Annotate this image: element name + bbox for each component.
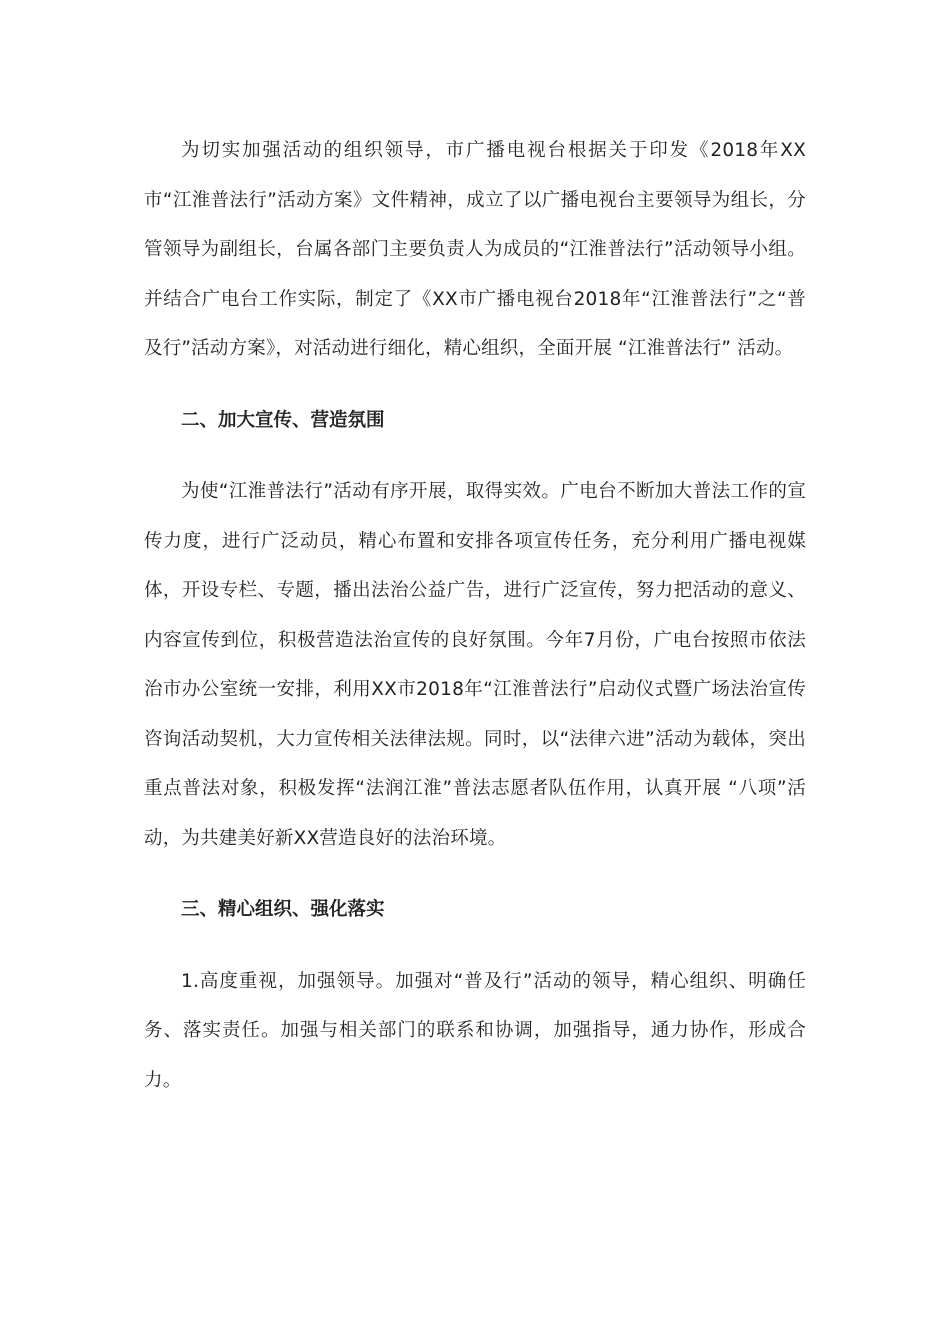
paragraph-gap bbox=[144, 863, 806, 885]
paragraph-gap bbox=[144, 374, 806, 396]
section-heading-publicity: 二、加大宣传、营造氛围 bbox=[181, 409, 385, 431]
paragraph-leadership: 为切实加强活动的组织领导，市广播电视台根据关于印发《2018年XX市“江淮普法行”活动方案》文件精神，成立了以广播电视台主要领导为组长，分管领导为副组长，台属各部门主要负责人为成员的“江淮普法行”活动领导小组。并结合广电台工作实际，制定了《XX市广播电视台2018年“江淮普法行”之“普及行”活动方案》，对活动进行细化，精心组织，全面开展 “江淮普法行” 活动。 bbox=[144, 140, 806, 359]
paragraph-publicity: 为使“江淮普法行”活动有序开展，取得实效。广电台不断加大普法工作的宣传力度，进行广泛动员，精心布置和安排各项宣传任务，充分利用广播电视媒体，开设专栏、专题，播出法治公益广告，进行广泛宣传，努力把活动的意义、内容宣传到位，积极营造法治宣传的良好氛围。今年7月份，广电台按照市依法治市办公室统一安排，利用XX市2018年“江淮普法行”启动仪式暨广场法治宣传咨询活动契机，大力宣传相关法律法规。同时，以“法律六进”活动为载体，突出重点普法对象，积极发挥“法润江淮”普法志愿者队伍作用，认真开展 “八项”活动，为共建美好新XX营造良好的法治环境。 bbox=[144, 481, 806, 849]
paragraph-gap bbox=[144, 445, 806, 467]
document-body bbox=[144, 126, 806, 1105]
paragraph-gap bbox=[144, 935, 806, 957]
paragraph-implementation: 1.高度重视，加强领导。加强对“普及行”活动的领导，精心组织、明确任务、落实责任。加强与相关部门的联系和协调，加强指导，通力协作，形成合力。 bbox=[144, 970, 806, 1091]
section-heading-implementation: 三、精心组织、强化落实 bbox=[181, 899, 385, 920]
